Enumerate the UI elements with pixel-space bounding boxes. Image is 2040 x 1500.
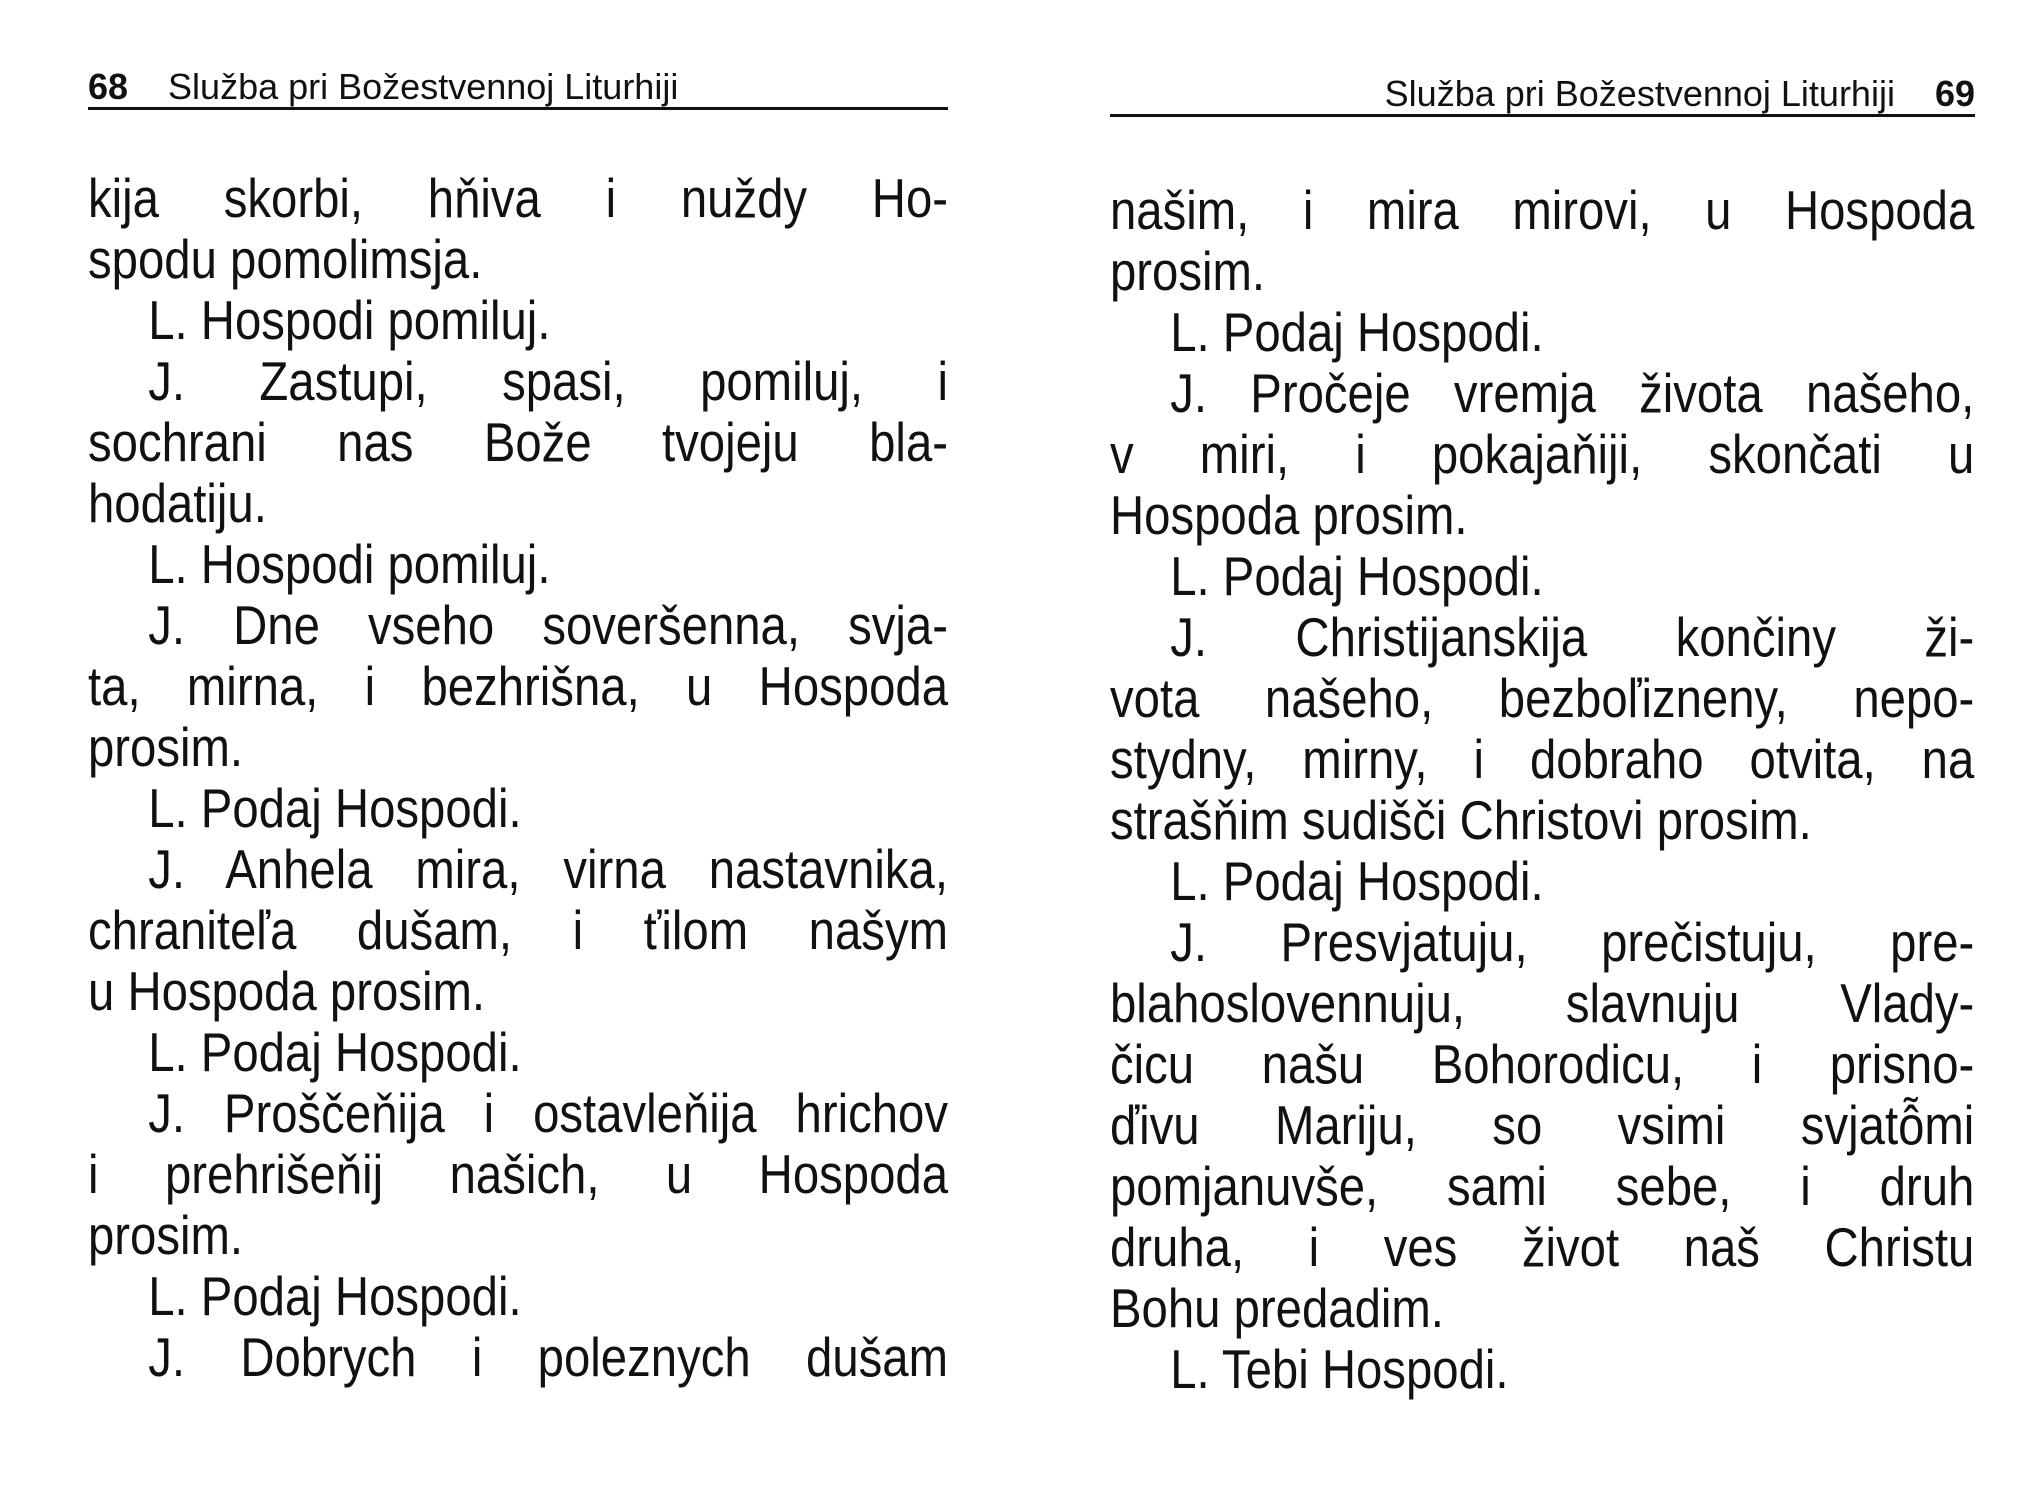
text-line: strašňim sudišči Christovi prosim. (1110, 789, 1812, 851)
text-line: J. Anhela mira, virna nastavnika, (148, 838, 948, 900)
right-page-header (1110, 62, 1975, 117)
text-line: pomjanuvše, sami sebe, i druh (1110, 1155, 1975, 1217)
text-line: L. Hospodi pomiluj. (148, 533, 551, 595)
right-page-body (1110, 180, 1974, 1400)
text-line: čicu našu Bohorodicu, i prisno- (1110, 1033, 1975, 1095)
text-line: kija skorbi, hňiva i nuždy Ho- (88, 167, 948, 229)
text-line: Bohu predadim. (1110, 1277, 1444, 1339)
text-line: sochrani nas Bože tvojeju bla- (88, 411, 948, 473)
text-line: ďivu Mariju, so vsimi svjatỗmi (1110, 1094, 1975, 1156)
text-line: i prehrišeňij našich, u Hospoda (88, 1143, 948, 1205)
text-line: vota našeho, bezboľizneny, nepo- (1110, 667, 1975, 729)
text-line: ta, mirna, i bezhrišna, u Hospoda (88, 655, 948, 717)
text-line: u Hospoda prosim. (88, 960, 485, 1022)
text-line: chraniteľa dušam, i ťilom našym (88, 899, 948, 961)
text-line: prosim. (88, 716, 244, 778)
text-line: J. Christijanskija končiny ži- (1170, 606, 1975, 668)
text-line: Hospoda prosim. (1110, 484, 1468, 546)
text-line: L. Podaj Hospodi. (148, 777, 522, 839)
text-line: J. Presvjatuju, prečistuju, pre- (1170, 911, 1975, 973)
text-line: prosim. (88, 1204, 244, 1266)
left-page-running-title: Služba pri Božestvennoj Liturhiji (168, 66, 679, 107)
text-line: druha, i ves život naš Christu (1110, 1216, 1975, 1278)
text-line: J. Proščeňija i ostavleňija hrichov (148, 1082, 948, 1144)
text-line: prosim. (1110, 240, 1266, 302)
text-line: našim, i mira mirovi, u Hospoda (1110, 179, 1975, 241)
text-line: L. Podaj Hospodi. (148, 1265, 522, 1327)
text-line: spodu pomolimsja. (88, 228, 483, 290)
text-line: hodatiju. (88, 472, 267, 534)
left-page-number: 68 (88, 66, 129, 107)
right-page-running-title: Služba pri Božestvennoj Liturhiji (1384, 73, 1895, 114)
text-line: L. Podaj Hospodi. (1170, 850, 1544, 912)
text-line: v miri, i pokajaňiji, skončati u (1110, 423, 1975, 485)
text-line: blahoslovennuju, slavnuju Vlady- (1110, 972, 1975, 1034)
text-line: stydny, mirny, i dobraho otvita, na (1110, 728, 1975, 790)
left-page-body (88, 168, 948, 1388)
text-line: L. Podaj Hospodi. (148, 1021, 522, 1083)
text-line: J. Pročeje vremja života našeho, (1170, 362, 1975, 424)
text-line: L. Tebi Hospodi. (1170, 1338, 1509, 1400)
text-line: L. Podaj Hospodi. (1170, 301, 1544, 363)
right-page-number: 69 (1934, 73, 1975, 114)
text-line: L. Podaj Hospodi. (1170, 545, 1544, 607)
text-line: J. Dne vseho soveršenna, svja- (148, 594, 948, 656)
left-page-header (88, 55, 948, 110)
text-line: J. Zastupi, spasi, pomiluj, i (148, 350, 948, 412)
text-line: L. Hospodi pomiluj. (148, 289, 551, 351)
text-line: J. Dobrych i poleznych dušam (148, 1326, 948, 1388)
